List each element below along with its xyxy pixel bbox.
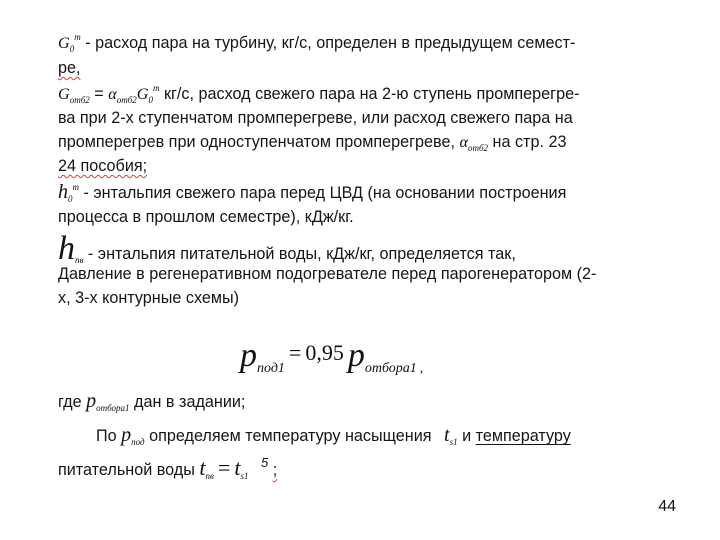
p-subscript-pod1: под1 bbox=[257, 361, 285, 376]
symbol-g0-2 bbox=[137, 85, 160, 103]
line-text-and: и bbox=[462, 427, 472, 445]
line-promperegrev bbox=[58, 108, 573, 128]
symbol-g0 bbox=[58, 34, 81, 52]
t-subscript-2: s1 bbox=[240, 471, 249, 481]
t-subscript: s1 bbox=[449, 437, 458, 447]
alpha-letter: α bbox=[108, 85, 117, 103]
symbol-hpv bbox=[58, 230, 84, 267]
g-subscript: 0 bbox=[148, 95, 153, 105]
symbol-p-otbora1 bbox=[86, 390, 129, 412]
line-text-end: дан в задании; bbox=[134, 393, 246, 411]
line-text: - расход пара на турбину, кг/с, определен в предыдущем семест- bbox=[80, 34, 576, 52]
symbol-g-otb2 bbox=[58, 85, 90, 103]
line-text: Давление в регенеративном подогревателе перед парогенератором (2- bbox=[58, 265, 597, 283]
line-gde bbox=[58, 391, 245, 414]
line-process bbox=[58, 207, 354, 227]
symbol-h0 bbox=[58, 181, 79, 203]
alpha-subscript: отб2 bbox=[467, 143, 488, 153]
h-subscript: пв bbox=[75, 255, 84, 265]
p-letter: p bbox=[240, 337, 257, 374]
line-pitvoda bbox=[58, 455, 278, 482]
equals-sign: = bbox=[94, 85, 104, 103]
line-text: процесса в прошлом семестре), кДж/кг. bbox=[58, 208, 354, 226]
line-text: 24 пособия; bbox=[58, 157, 148, 175]
line-text-end: ; bbox=[272, 461, 278, 479]
line-schemes bbox=[58, 288, 239, 308]
line-g0-definition bbox=[58, 33, 575, 55]
line-text: ре, bbox=[58, 59, 81, 77]
g-letter: G bbox=[58, 85, 70, 103]
p-subscript: под bbox=[131, 437, 145, 447]
line-g-otb2-formula bbox=[58, 84, 579, 106]
line-text-mid: определяем температуру насыщения bbox=[149, 427, 432, 445]
alpha-subscript: отб2 bbox=[116, 95, 137, 105]
g-letter: G bbox=[136, 85, 149, 103]
line-text: кг/с, расход свежего пара на 2-ю ступень промперегре- bbox=[163, 85, 580, 103]
line-text: промперегрев при одноступенчатом промперегреве, bbox=[58, 133, 455, 151]
symbol-alpha-otb2-2 bbox=[459, 133, 488, 151]
h-superscript: т bbox=[72, 182, 79, 192]
alpha-letter: α bbox=[459, 133, 468, 151]
h-letter: h bbox=[58, 181, 68, 203]
p-letter: p bbox=[121, 424, 132, 446]
line-odnostup bbox=[58, 132, 566, 154]
line-text: - энтальпия питательной воды, кДж/кг, определяется так, bbox=[83, 245, 516, 263]
line-text: - энтальпия свежего пара перед ЦВД (на основании построения bbox=[79, 184, 567, 202]
line-text-start: По bbox=[96, 427, 117, 445]
t-subscript: пв bbox=[205, 471, 214, 481]
g-subscript: отб2 bbox=[69, 95, 90, 105]
line-text: х, 3-х контурные схемы) bbox=[58, 289, 240, 307]
line-po bbox=[96, 425, 571, 448]
line-text-end: температуру bbox=[475, 427, 571, 445]
t-letter: t bbox=[444, 424, 450, 446]
formula-p-pod bbox=[240, 337, 423, 375]
coefficient: 0,95 bbox=[305, 340, 344, 365]
p-letter: p bbox=[86, 390, 97, 412]
line-text: ва при 2-х ступенчатом промперегреве, или расход свежего пара на bbox=[58, 109, 573, 127]
superscript-five: 5 bbox=[261, 455, 269, 470]
p-subscript: отбора1 bbox=[96, 403, 130, 413]
t-letter-2: t bbox=[234, 455, 241, 480]
line-text-start: питательной воды bbox=[58, 461, 195, 479]
equals-sign: = bbox=[288, 340, 302, 365]
page-number: 44 bbox=[658, 498, 676, 515]
h-subscript: 0 bbox=[68, 194, 73, 204]
line-hpv-definition bbox=[58, 230, 516, 267]
symbol-ts1 bbox=[444, 424, 458, 446]
line-posobie bbox=[58, 156, 147, 176]
formula-comma: , bbox=[419, 361, 424, 376]
p-subscript-otbora1: отбора1 bbox=[364, 361, 417, 376]
symbol-alpha-otb2 bbox=[108, 85, 137, 103]
line-text-start: где bbox=[58, 393, 82, 411]
g-superscript: т bbox=[152, 83, 160, 93]
line-continuation-re bbox=[58, 58, 81, 78]
line-h0-definition bbox=[58, 182, 566, 205]
g-subscript: 0 bbox=[69, 44, 75, 54]
equals-sign: = bbox=[217, 455, 231, 480]
g-superscript: т bbox=[74, 32, 81, 42]
t-letter: t bbox=[199, 455, 206, 480]
line-pressure bbox=[58, 264, 596, 284]
p-letter-2: p bbox=[347, 337, 365, 374]
symbol-p-pod bbox=[121, 424, 144, 446]
g-letter: G bbox=[58, 34, 70, 52]
h-letter: h bbox=[58, 230, 75, 267]
formula-tpv-ts1 bbox=[199, 455, 248, 480]
line-text-tail: на стр. 23 bbox=[492, 133, 567, 151]
